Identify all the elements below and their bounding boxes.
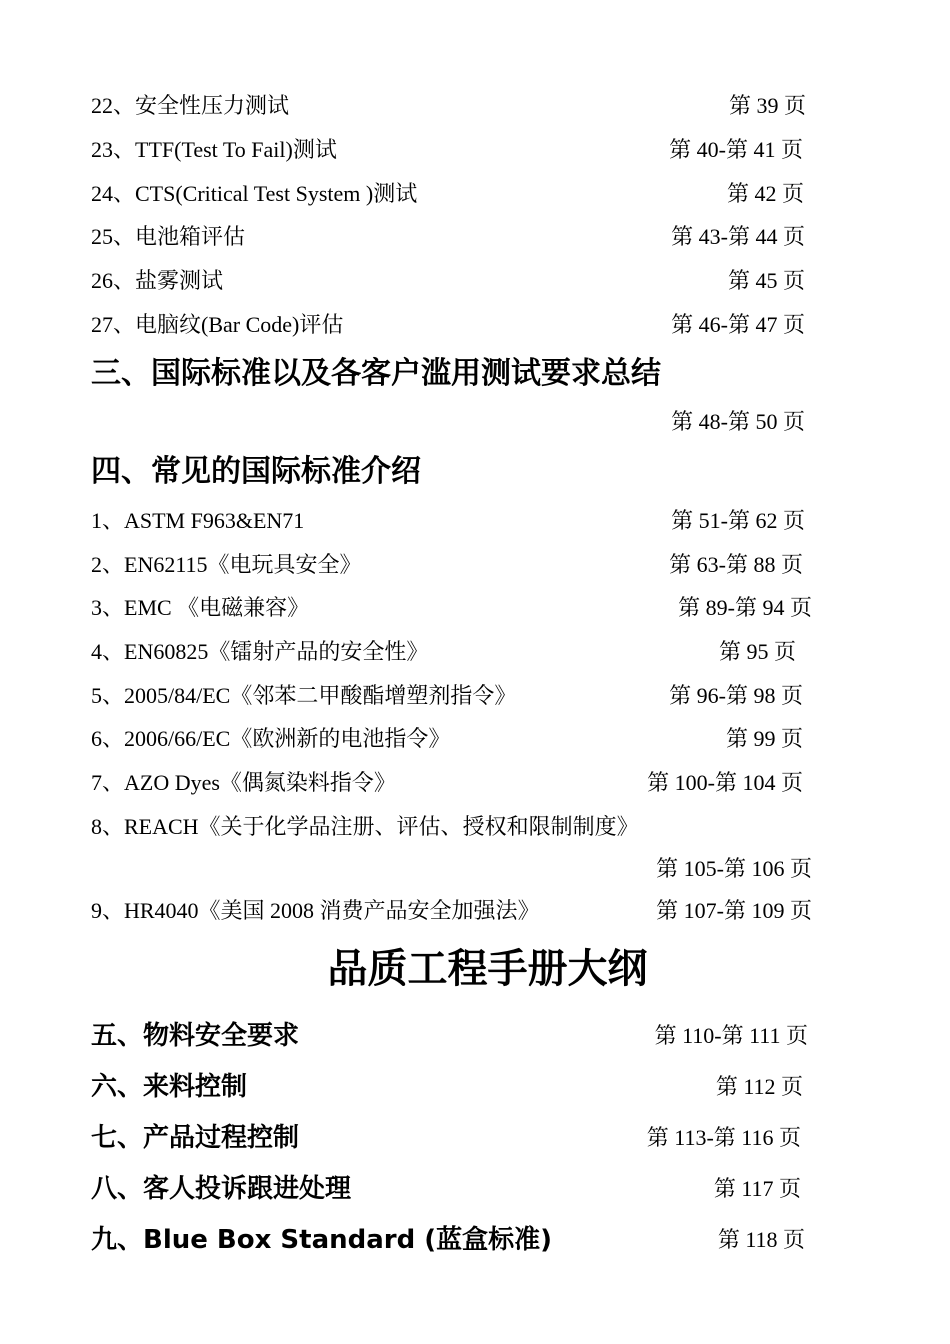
- toc-item-label: 5、2005/84/EC《邻苯二甲酸酯增塑剂指令》: [91, 683, 517, 708]
- section-pages: 第 118 页: [717, 1227, 805, 1252]
- toc-item-label: 7、AZO Dyes《偶氮染料指令》: [91, 770, 396, 795]
- toc-item-label: 8、REACH《关于化学品注册、评估、授权和限制制度》: [91, 814, 639, 839]
- toc-item-pages: 第 99 页: [725, 726, 803, 751]
- toc-item-pages: 第 51-第 62 页: [671, 508, 805, 533]
- toc-item-label: 22、安全性压力测试: [91, 93, 290, 118]
- section-label: 九、Blue Box Standard (蓝盒标准): [91, 1225, 553, 1255]
- toc-item-pages: 第 39 页: [728, 93, 806, 118]
- toc-item-label: 9、HR4040《美国 2008 消费产品安全加强法》: [91, 898, 540, 923]
- section-pages: 第 117 页: [713, 1176, 801, 1201]
- toc-item-label: 23、TTF(Test To Fail)测试: [91, 137, 337, 162]
- toc-item-pages: 第 107-第 109 页: [656, 898, 812, 923]
- outline-title: 品质工程手册大纲: [327, 946, 648, 992]
- toc-item-pages: 第 43-第 44 页: [671, 224, 805, 249]
- toc-item-pages: 第 42 页: [726, 181, 804, 206]
- toc-item-label: 2、EN62115《电玩具安全》: [91, 552, 362, 577]
- toc-item-pages: 第 96-第 98 页: [669, 683, 803, 708]
- section-3-pages: 第 48-第 50 页: [671, 409, 805, 434]
- toc-item-label: 26、盐雾测试: [91, 268, 224, 293]
- section-label: 五、物料安全要求: [91, 1021, 300, 1051]
- toc-item-label: 24、CTS(Critical Test System )测试: [91, 181, 418, 206]
- section-3-heading: 三、国际标准以及各客户滥用测试要求总结: [91, 356, 661, 391]
- section-4-heading: 四、常见的国际标准介绍: [91, 454, 421, 489]
- toc-item-pages: 第 100-第 104 页: [647, 770, 803, 795]
- section-label: 八、客人投诉跟进处理: [91, 1174, 352, 1204]
- toc-item-pages: 第 95 页: [718, 639, 796, 664]
- section-label: 七、产品过程控制: [91, 1123, 300, 1153]
- toc-item-pages: 第 63-第 88 页: [669, 552, 803, 577]
- toc-item-4-8-pages: 第 105-第 106 页: [656, 856, 812, 881]
- toc-item-label: 1、ASTM F963&EN71: [91, 508, 305, 533]
- toc-item-label: 3、EMC 《电磁兼容》: [91, 595, 310, 620]
- toc-item-label: 27、电脑纹(Bar Code)评估: [91, 312, 344, 337]
- toc-item-pages: 第 46-第 47 页: [671, 312, 805, 337]
- toc-item-label: 4、EN60825《镭射产品的安全性》: [91, 639, 429, 664]
- section-pages: 第 110-第 111 页: [654, 1023, 808, 1048]
- toc-item-pages: 第 89-第 94 页: [678, 595, 812, 620]
- toc-item-pages: 第 45 页: [727, 268, 805, 293]
- section-label: 六、来料控制: [91, 1072, 248, 1102]
- toc-item-label: 25、电池箱评估: [91, 224, 246, 249]
- toc-item-label: 6、2006/66/EC《欧洲新的电池指令》: [91, 726, 451, 751]
- section-pages: 第 112 页: [715, 1074, 803, 1099]
- toc-item-pages: 第 40-第 41 页: [669, 137, 803, 162]
- section-pages: 第 113-第 116 页: [646, 1125, 801, 1150]
